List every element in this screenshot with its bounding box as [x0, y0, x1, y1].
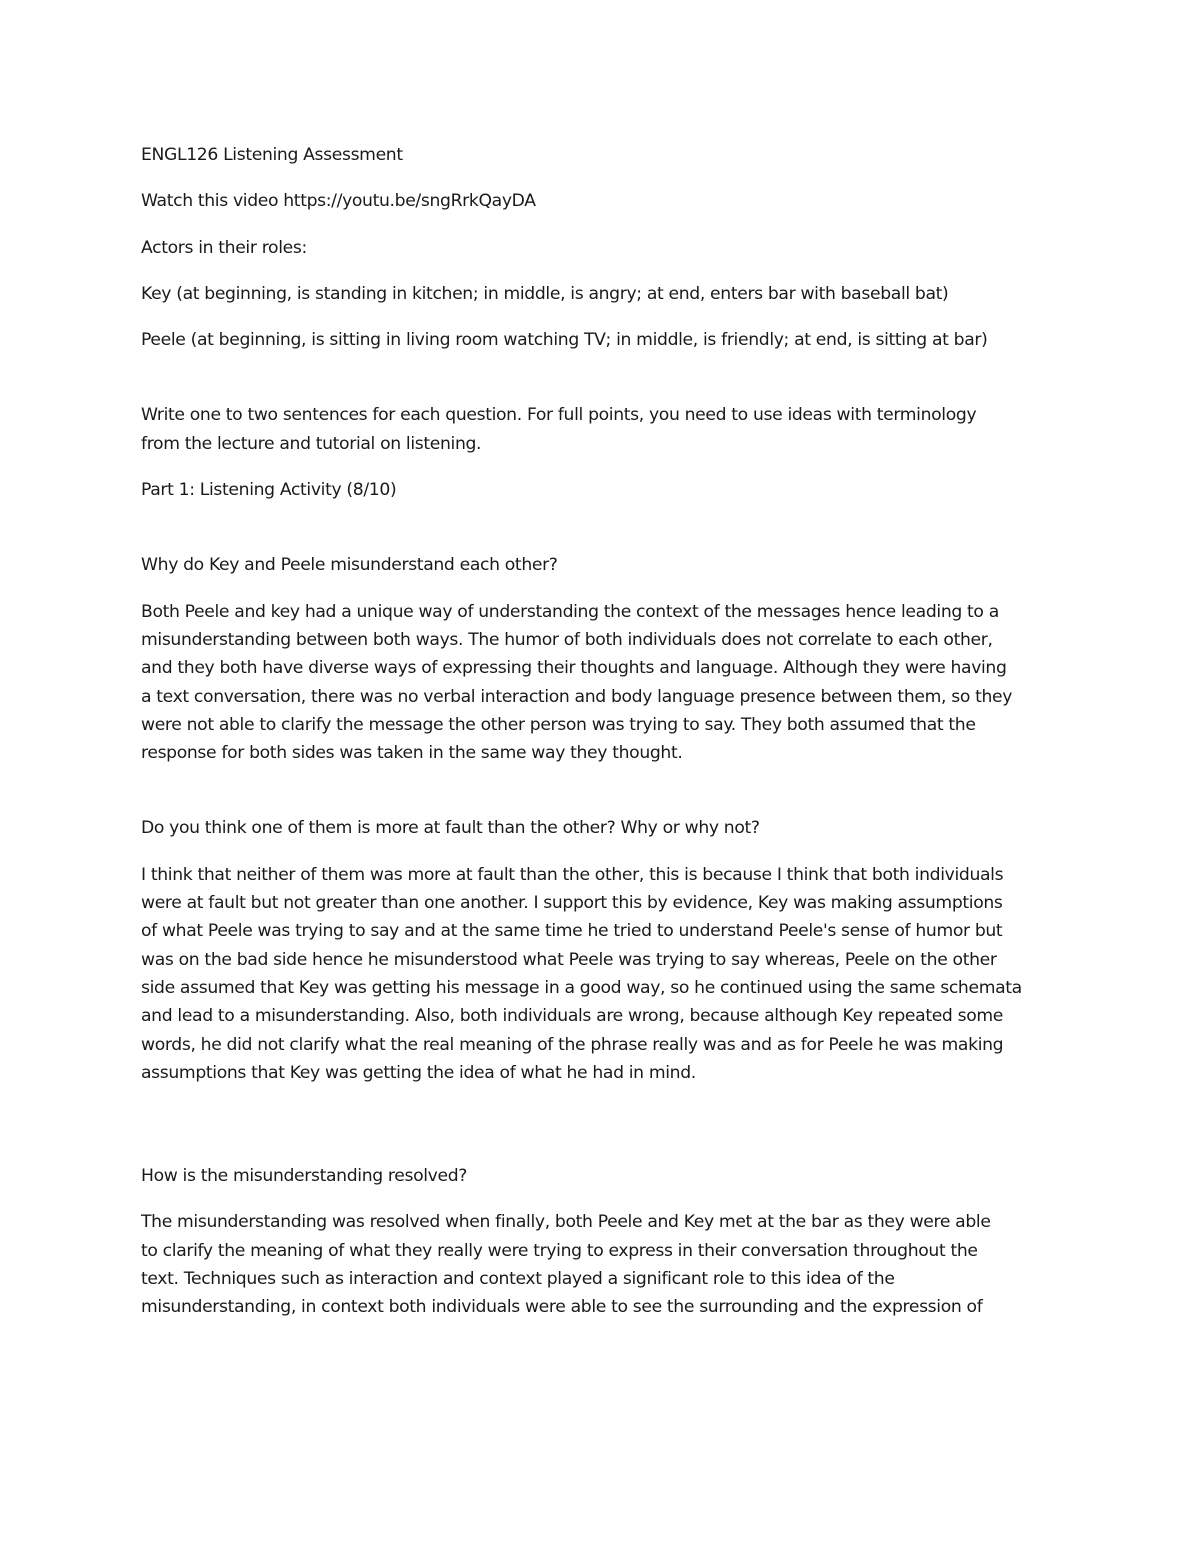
instructions-paragraph [141, 401, 1071, 458]
instructions-line: Write one to two sentences for each question. For full points, you need to use ideas with terminology [141, 405, 977, 426]
actor-peele-description: Peele (at beginning, is sitting in living room watching TV; in middle, is friendly; at end, is sitting at bar) [141, 330, 988, 351]
question-3: How is the misunderstanding resolved? [141, 1166, 468, 1187]
answer-line: The misunderstanding was resolved when finally, both Peele and Key met at the bar as they were able [141, 1212, 991, 1233]
actors-heading: Actors in their roles: [141, 237, 307, 258]
answer-line: Both Peele and key had a unique way of understanding the context of the messages hence leading to a [141, 601, 999, 622]
document-body [141, 141, 1071, 1322]
part1-heading: Part 1: Listening Activity (8/10) [141, 480, 397, 501]
answer-line: I think that neither of them was more at fault than the other, this is because I think that both individuals [141, 864, 1004, 885]
instructions-line: from the lecture and tutorial on listening. [141, 433, 482, 454]
actor-key-description: Key (at beginning, is standing in kitchen; in middle, is angry; at end, enters bar with baseball bat) [141, 283, 949, 304]
answer-line: assumptions that Key was getting the idea of what he had in mind. [141, 1062, 696, 1083]
question-2: Do you think one of them is more at fault than the other? Why or why not? [141, 818, 760, 839]
answer-line: a text conversation, there was no verbal interaction and body language presence between them, so they [141, 686, 1013, 707]
answer-1-paragraph [141, 598, 1071, 768]
answer-line: and lead to a misunderstanding. Also, both individuals are wrong, because although Key repeated some [141, 1006, 1003, 1027]
answer-line: response for both sides was taken in the same way they thought. [141, 743, 683, 764]
answer-line: to clarify the meaning of what they really were trying to express in their conversation throughout the [141, 1240, 978, 1261]
answer-line: was on the bad side hence he misunderstood what Peele was trying to say whereas, Peele on the other [141, 949, 997, 970]
video-link-line: Watch this video https://youtu.be/sngRrkQayDA [141, 191, 536, 212]
question-1: Why do Key and Peele misunderstand each other? [141, 555, 558, 576]
answer-line: were at fault but not greater than one another. I support this by evidence, Key was making assumptions [141, 893, 1003, 914]
answer-line: text. Techniques such as interaction and context played a significant role to this idea of the [141, 1269, 895, 1290]
answer-line: misunderstanding, in context both individuals were able to see the surrounding and the expression of [141, 1297, 983, 1318]
answer-line: misunderstanding between both ways. The humor of both individuals does not correlate to each other, [141, 629, 993, 650]
answer-line: were not able to clarify the message the other person was trying to say. They both assumed that the [141, 714, 976, 735]
document-title: ENGL126 Listening Assessment [141, 145, 403, 165]
answer-2-paragraph [141, 861, 1071, 1087]
answer-3-paragraph [141, 1208, 1071, 1321]
answer-line: words, he did not clarify what the real meaning of the phrase really was and as for Peele he was making [141, 1034, 1004, 1055]
answer-line: of what Peele was trying to say and at the same time he tried to understand Peele's sense of humor but [141, 921, 1003, 942]
answer-line: and they both have diverse ways of expressing their thoughts and language. Although they were having [141, 658, 1007, 679]
answer-line: side assumed that Key was getting his message in a good way, so he continued using the same schemata [141, 977, 1022, 998]
